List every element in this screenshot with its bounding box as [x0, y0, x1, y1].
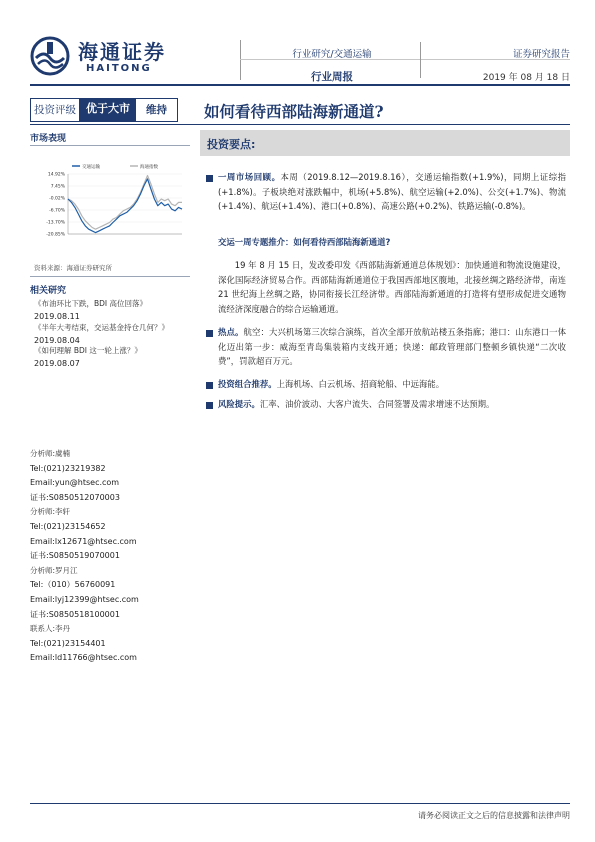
legend-label: 交通运输 [82, 165, 100, 170]
market-review-label: 一周市场回顾。 [218, 172, 281, 182]
analyst-tel: Tel:(021)23219382 [30, 463, 106, 473]
bullet-icon [206, 175, 213, 182]
y-tick-label: 14.92% [47, 172, 65, 178]
source-rule [30, 276, 190, 277]
report-label: 证券研究报告 [512, 49, 570, 60]
related-title: 《半年大考结束，交运基金持仓几何？》 [34, 323, 169, 332]
y-tick-label: -20.85% [46, 232, 65, 238]
hotspot-text: 航空：大兴机场第三次综合演练，首次全部开放航站楼五条指廊；港口：山东港口一体化迈出第一步：威海至青岛集装箱内支线开通；快递：邮政管理部门整顿乡镇快递“二次收费”，罚款超百万元。 [218, 327, 567, 367]
key-points-header [200, 130, 570, 156]
footer-disclaimer: 请务必阅读正文之后的信息披露和法律声明 [418, 811, 570, 820]
portfolio-label: 投资组合推荐。 [218, 379, 277, 389]
series-line [68, 176, 182, 230]
related-title: 《如何理解 BDI 这一轮上涨？》 [34, 346, 142, 355]
analyst-email[interactable]: Email:lx12671@htsec.com [30, 536, 137, 546]
analyst-name: 分析师:罗月江 [30, 565, 78, 575]
market-review-text: 本周（2019.8.12—2019.8.16），交通运输指数(+1.9%)，同期上证综指(+1.8%)。子板块绝对涨跌幅中，机场(+5.8%)、航空运输(+2.0%)、公交(+1.7%)、物流(+1.4%)、航运(+1.4%)、港口(+0.8%)、高速公路(+0.2%)、铁路运输(-0.8%)。 [218, 172, 566, 212]
market-rule [30, 145, 190, 146]
hotspot-paragraph [218, 325, 566, 369]
rating-change: 维持 [136, 98, 178, 122]
weekly-topic-paragraph [218, 258, 566, 316]
report-type: 行业周报 [311, 71, 353, 83]
portfolio-text: 上海机场、白云机场、招商轮船、中远海能。 [276, 379, 445, 389]
y-tick-label: 7.45% [50, 184, 65, 190]
rating-label: 投资评级 [30, 98, 80, 122]
page-title: 如何看待西部陆海新通道? [204, 102, 384, 121]
hotspot-label: 热点。 [218, 327, 244, 337]
report-category: 行业研究/交通运输 [292, 49, 372, 60]
logo-en-text: HAITONG [86, 63, 152, 74]
rating-box [30, 98, 178, 122]
related-date: 2019.08.07 [34, 359, 80, 368]
weekly-topic-text: 19 年 8 月 15 日，发改委印发《西部陆海新通道总体规划》：加快通道和物流设施建设，深化国际经济贸易合作。西部陆海新通道位于我国西部地区腹地，北接丝绸之路经济带，南连 21 世纪海上丝绸之路，协同衔接长江经济带。西部陆海新通道的打造将有望形成促进交通物流经济深度融合的综合运输通道。 [218, 260, 566, 314]
related-date: 2019.08.11 [34, 312, 80, 321]
portfolio-paragraph [218, 377, 566, 392]
logo-cn-text: 海通证券 [78, 40, 166, 64]
bullet-icon [206, 330, 213, 337]
y-tick-label: -6.70% [49, 208, 65, 214]
analyst-email[interactable]: Email:yun@htsec.com [30, 478, 120, 488]
related-date: 2019.08.04 [34, 336, 80, 345]
y-tick-label: -13.70% [46, 220, 65, 226]
chart-source: 资料来源：海通证券研究所 [34, 264, 112, 272]
analyst-cert: 证书:S0850519070001 [30, 551, 120, 561]
weekly-topic-heading: 交运一周专题推介：如何看待西部陆海新通道? [218, 237, 391, 247]
legend-label: 海通指数 [140, 165, 158, 170]
footer-rule [30, 803, 570, 804]
market-review-paragraph [218, 170, 566, 214]
analyst-cert: 证书:S0850518100001 [30, 609, 120, 619]
contact-tel: Tel:(021)23154401 [30, 638, 106, 648]
rating-value: 优于大市 [80, 98, 136, 122]
y-tick-label: -0.02% [49, 196, 65, 202]
market-performance-chart [30, 160, 190, 252]
bullet-icon [206, 402, 213, 409]
related-item[interactable] [34, 322, 169, 345]
series-line [68, 179, 182, 233]
bullet-icon [206, 382, 213, 389]
analyst-name: 分析师:虞楠 [30, 449, 71, 458]
related-title: 《布油环比下跌，BDI 高位回落》 [34, 299, 148, 308]
market-performance-label: 市场表现 [30, 134, 67, 144]
risk-label: 风险提示。 [218, 399, 260, 409]
report-date: 2019 年 08 月 18 日 [482, 73, 570, 83]
haitong-logo [30, 32, 200, 82]
header-category-block [262, 46, 402, 84]
analyst-tel: Tel:（010）56760091 [30, 580, 116, 590]
contact-name: 联系人:李丹 [30, 624, 71, 634]
analyst-block [30, 447, 190, 666]
header-divider [240, 40, 241, 80]
risk-text: 汇率、油价波动、大客户流失、合同签署及需求增速不达预期。 [259, 399, 495, 409]
contact-email[interactable]: Email:ld11766@htsec.com [30, 653, 137, 663]
risk-paragraph [218, 397, 566, 412]
related-research-label: 相关研究 [30, 286, 67, 296]
related-item[interactable] [34, 298, 147, 321]
related-item[interactable] [34, 345, 142, 368]
analyst-name: 分析师:李轩 [30, 507, 71, 517]
title-rule [30, 124, 570, 125]
analyst-email[interactable]: Email:lyj12399@htsec.com [30, 594, 139, 604]
key-points-label: 投资要点: [207, 138, 256, 151]
header-rule [30, 84, 570, 86]
analyst-cert: 证书:S0850512070003 [30, 492, 120, 502]
header-right-block [470, 46, 570, 83]
header-divider-2 [420, 42, 421, 78]
analyst-tel: Tel:(021)23154652 [30, 521, 106, 531]
haitong-logo-icon [30, 36, 70, 76]
